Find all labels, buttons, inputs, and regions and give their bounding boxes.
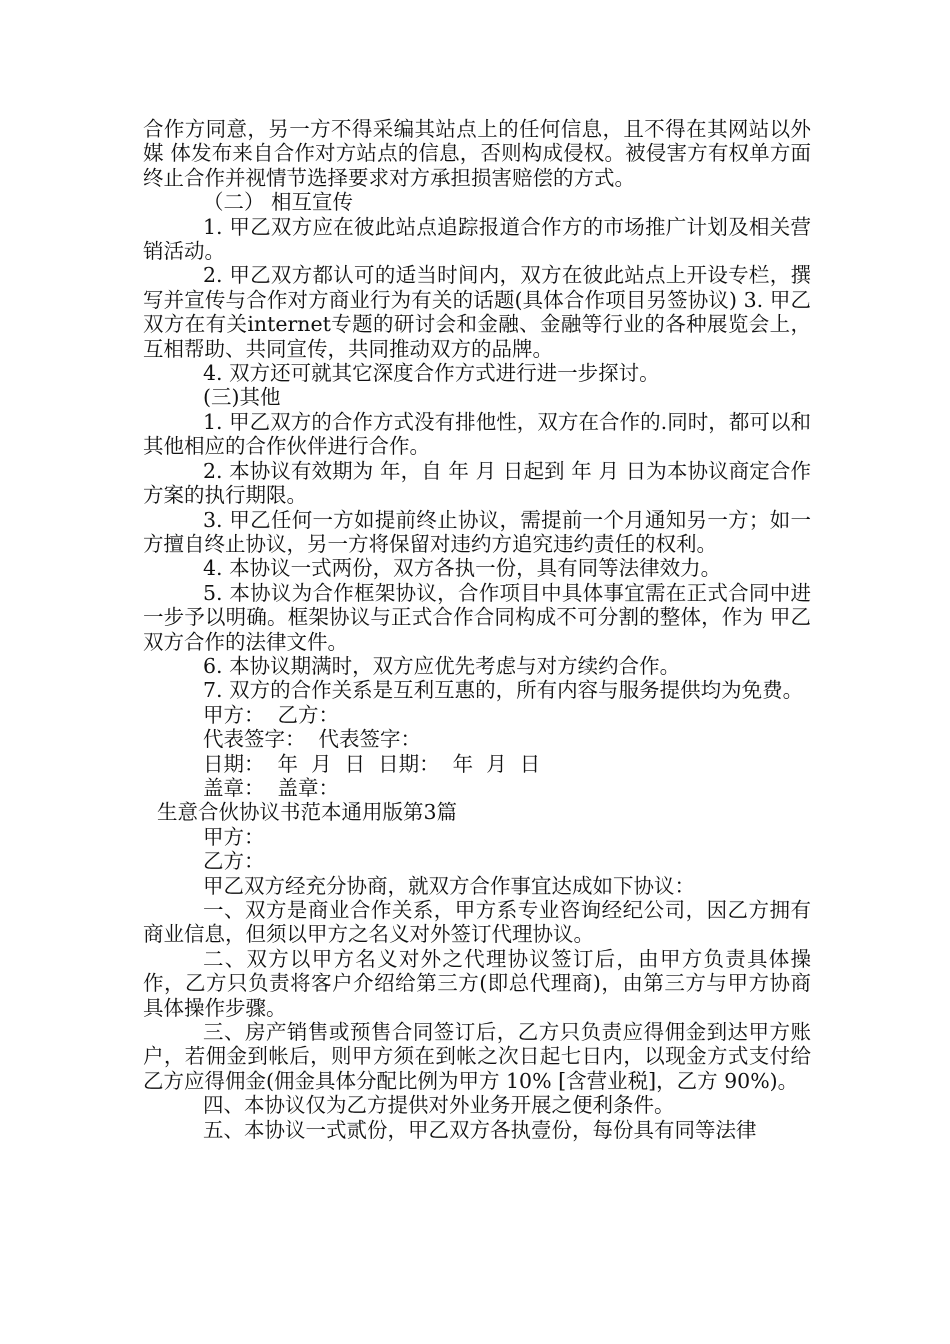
signature-seals: 盖章： 盖章：	[203, 775, 340, 800]
section-title: 生意合伙协议书范本通用版第3篇	[157, 800, 458, 825]
paragraph: 合作方同意，另一方不得采编其站点上的任何信息，且不得在其网站以外媒 体发布来自合作对方站点的信息，否则构成侵权。被侵害方有权单方面终止合作并视情节选择要求对方承担损害赔偿的方式。	[143, 117, 811, 190]
paragraph: 3. 甲乙任何一方如提前终止协议，需提前一个月通知另一方；如一方擅自终止协议，另一方将保留对违约方追究违约责任的权利。	[143, 507, 811, 556]
paragraph: 6. 本协议期满时，双方应优先考虑与对方续约合作。	[203, 653, 681, 678]
paragraph: 甲乙双方经充分协商，就双方合作事宜达成如下协议：	[203, 873, 695, 898]
paragraph: 四、本协议仅为乙方提供对外业务开展之便利条件。	[203, 1093, 675, 1118]
paragraph: 二、双方以甲方名义对外之代理协议签订后，由甲方负责具体操作，乙方只负责将客户介绍给第三方(即总代理商)，由第三方与甲方协商具体操作步骤。	[143, 946, 811, 1020]
paragraph: 7. 双方的合作关系是互利互惠的，所有内容与服务提供均为免费。	[203, 678, 804, 703]
section-heading: (三)其他	[203, 385, 281, 410]
paragraph: 4. 双方还可就其它深度合作方式进行进一步探讨。	[203, 361, 660, 386]
paragraph: 1. 甲乙双方的合作方式没有排他性，双方在合作的.同时，都可以和其他相应的合作伙伴进行合作。	[143, 409, 811, 459]
paragraph: 5. 本协议为合作框架协议，合作项目中具体事宜需在正式合同中进一步予以明确。框架协议与正式合作合同构成不可分割的整体，作为 甲乙双方合作的法律文件。	[143, 580, 811, 654]
paragraph: 2. 本协议有效期为 年，自 年 月 日起到 年 月 日为本协议商定合作方案的执行期限。	[143, 458, 811, 508]
section-heading: （二） 相互宣传	[203, 190, 354, 215]
signature-parties: 甲方： 乙方：	[203, 702, 340, 727]
signature-dates: 日期： 年 月 日 日期： 年 月 日	[203, 751, 541, 776]
party-b-label: 乙方：	[203, 849, 265, 874]
paragraph: 4. 本协议一式两份，双方各执一份，具有同等法律效力。	[203, 556, 722, 581]
paragraph: 1. 甲乙双方应在彼此站点追踪报道合作方的市场推广计划及相关营销活动。	[143, 214, 811, 264]
document-page	[143, 117, 811, 1142]
signature-representatives: 代表签字： 代表签字：	[203, 727, 422, 752]
party-a-label: 甲方：	[203, 824, 265, 849]
paragraph: 一、双方是商业合作关系，甲方系专业咨询经纪公司，因乙方拥有商业信息，但须以甲方之名义对外签订代理协议。	[143, 898, 811, 947]
paragraph: 五、本协议一式贰份，甲乙双方各执壹份，每份具有同等法律	[203, 1117, 757, 1142]
paragraph: 三、房产销售或预售合同签订后，乙方只负责应得佣金到达甲方账户，若佣金到帐后，则甲方须在到帐之次日起七日内，以现金方式支付给乙方应得佣金(佣金具体分配比例为甲方 10% [含营业税]，乙方 90%)。	[143, 1020, 811, 1093]
paragraph: 2. 甲乙双方都认可的适当时间内，双方在彼此站点上开设专栏，撰写并宣传与合作对方商业行为有关的话题(具体合作项目另签协议) 3. 甲乙双方在有关internet专题的研讨会和金融、金融等行业的各种展览会上，互相帮助、共同宣传，共同推动双方的品牌。	[143, 263, 811, 361]
